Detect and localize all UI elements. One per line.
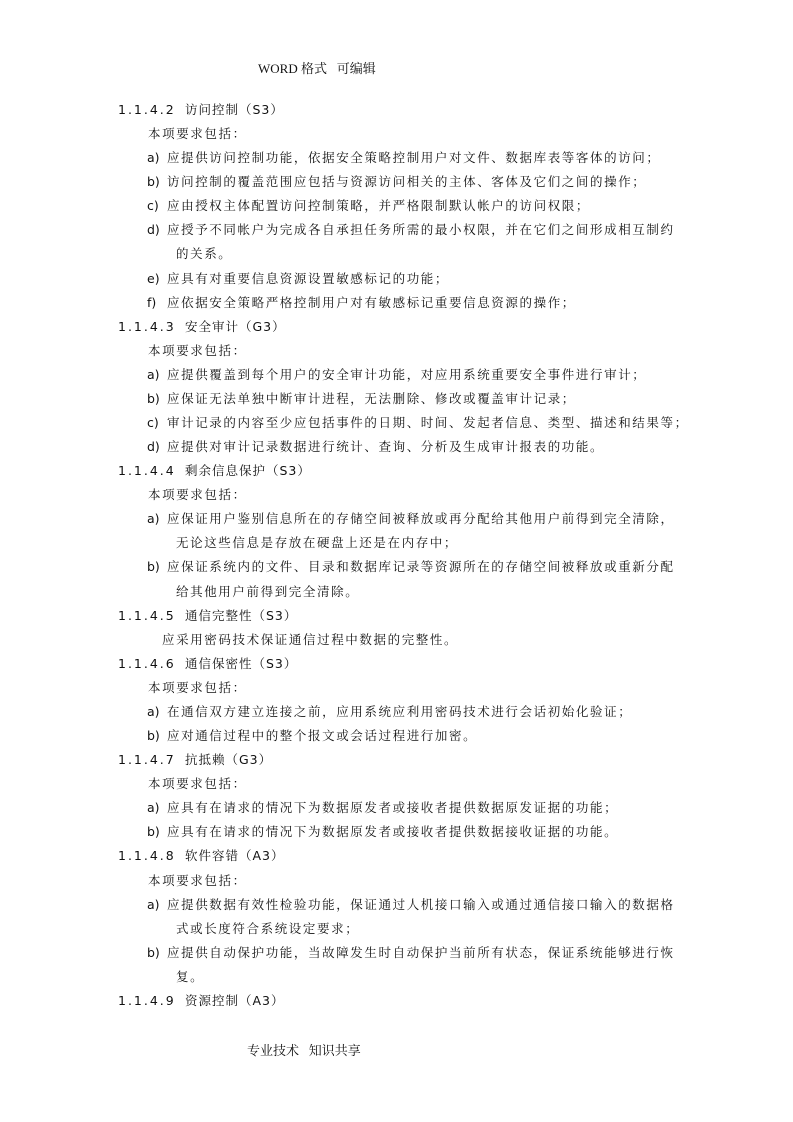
section-title: 抗抵赖（G3） — [185, 752, 273, 768]
list-item-text: 应提供对审计记录数据进行统计、查询、分析及生成审计报表的功能。 — [167, 439, 605, 455]
list-item-text: 访问控制的覆盖范围应包括与资源访问相关的主体、客体及它们之间的操作； — [167, 174, 647, 190]
section-intro: 本项要求包括： — [148, 487, 247, 503]
list-item-label: d) — [147, 222, 160, 238]
section — [0, 315, 793, 459]
list-item-label: d) — [147, 439, 160, 455]
section-heading — [0, 652, 793, 676]
list-item-text: 应保证无法单独中断审计进程，无法删除、修改或覆盖审计记录； — [167, 390, 576, 406]
section-intro: 本项要求包括： — [148, 126, 247, 142]
list-item-continuation: 式或长度符合系统设定要求； — [176, 920, 360, 936]
section-title: 访问控制（S3） — [185, 102, 284, 117]
section-heading — [0, 315, 793, 339]
section-number: 1.1.4.4 — [118, 463, 176, 479]
section-heading — [0, 989, 793, 1013]
section-heading — [0, 604, 793, 628]
list-item-label: b) — [147, 944, 160, 960]
list-item-text: 应由授权主体配置访问控制策略，并严格限制默认帐户的访问权限； — [167, 198, 591, 214]
list-item-text: 应提供自动保护功能，当故障发生时自动保护当前所有状态，保证系统能够进行恢 — [167, 944, 675, 960]
list-item-label: b) — [147, 559, 160, 575]
section-intro: 本项要求包括： — [148, 872, 247, 888]
section-heading — [0, 844, 793, 868]
list-item — [0, 941, 793, 965]
section-intro: 本项要求包括： — [148, 342, 247, 358]
section — [0, 459, 793, 603]
list-item-label: f) — [147, 294, 157, 310]
section-number: 1.1.4.8 — [118, 848, 176, 864]
list-item-text: 审计记录的内容至少应包括事件的日期、时间、发起者信息、类型、描述和结果等； — [167, 415, 689, 431]
list-item-continuation: 给其他用户前得到完全清除。 — [176, 583, 360, 599]
list-item — [0, 700, 793, 724]
section-title: 通信保密性（S3） — [185, 655, 298, 671]
list-item-text: 应依据安全策略严格控制用户对有敏感标记重要信息资源的操作； — [167, 294, 576, 310]
list-item-label: e) — [147, 270, 160, 286]
list-item — [0, 555, 793, 579]
section — [0, 652, 793, 748]
list-item — [0, 291, 793, 315]
list-item-text: 应具有对重要信息资源设置敏感标记的功能； — [167, 270, 450, 286]
list-item-label: c) — [147, 198, 159, 214]
section-title: 安全审计（G3） — [185, 318, 286, 334]
section-title: 软件容错（A3） — [185, 848, 285, 864]
list-item-label: a) — [147, 366, 160, 382]
page-header: WORD 格式 可编辑 — [258, 61, 376, 76]
section — [0, 989, 793, 1013]
list-item-text: 应提供访问控制功能，依据安全策略控制用户对文件、数据库表等客体的访问； — [167, 150, 661, 166]
list-item-continuation: 的关系。 — [176, 246, 233, 262]
section-heading — [0, 748, 793, 772]
section-number: 1.1.4.6 — [118, 655, 176, 671]
list-item-text: 应具有在请求的情况下为数据原发者或接收者提供数据接收证据的功能。 — [167, 824, 619, 840]
page-footer: 专业技术 知识共享 — [247, 1043, 361, 1058]
list-item — [0, 170, 793, 194]
list-item-label: a) — [147, 800, 160, 816]
list-item — [0, 724, 793, 748]
list-item-text: 应提供覆盖到每个用户的安全审计功能，对应用系统重要安全事件进行审计； — [167, 366, 647, 382]
section-number: 1.1.4.9 — [118, 992, 176, 1008]
list-item-text: 在通信双方建立连接之前，应用系统应利用密码技术进行会话初始化验证； — [167, 703, 633, 719]
list-item-label: b) — [147, 824, 160, 840]
section — [0, 604, 793, 652]
list-item-text: 应提供数据有效性检验功能，保证通过人机接口输入或通过通信接口输入的数据格 — [167, 896, 675, 912]
list-item-label: b) — [147, 174, 160, 190]
section-text: 应采用密码技术保证通信过程中数据的完整性。 — [162, 631, 459, 647]
section-number: 1.1.4.2 — [118, 102, 176, 117]
section-intro: 本项要求包括： — [148, 679, 247, 695]
section-number: 1.1.4.5 — [118, 607, 176, 623]
list-item-continuation: 复。 — [176, 968, 205, 984]
list-item-label: a) — [147, 150, 160, 166]
list-item — [0, 435, 793, 459]
list-item-text: 应保证用户鉴别信息所在的存储空间被释放或再分配给其他用户前得到完全清除， — [167, 511, 675, 527]
list-item — [0, 507, 793, 531]
section — [0, 98, 793, 315]
list-item-text: 应保证系统内的文件、目录和数据库记录等资源所在的存储空间被释放或重新分配 — [167, 559, 675, 575]
list-item-label: b) — [147, 390, 160, 406]
list-item-text: 应授予不同帐户为完成各自承担任务所需的最小权限，并在它们之间形成相互制约 — [167, 222, 675, 238]
list-item — [0, 267, 793, 291]
list-item-label: b) — [147, 728, 160, 744]
list-item — [0, 820, 793, 844]
list-item-label: a) — [147, 511, 160, 527]
section-intro: 本项要求包括： — [148, 776, 247, 792]
list-item-label: c) — [147, 415, 159, 431]
list-item — [0, 411, 793, 435]
list-item-label: a) — [147, 896, 160, 912]
list-item — [0, 796, 793, 820]
list-item-continuation: 无论这些信息是存放在硬盘上还是在内存中； — [176, 535, 459, 551]
list-item-label: a) — [147, 703, 160, 719]
list-item — [0, 387, 793, 411]
list-item-text: 应对通信过程中的整个报文或会话过程进行加密。 — [167, 728, 478, 744]
list-item — [0, 194, 793, 218]
section-heading — [0, 98, 793, 122]
section-title: 通信完整性（S3） — [185, 607, 298, 623]
list-item-text: 应具有在请求的情况下为数据原发者或接收者提供数据原发证据的功能； — [167, 800, 619, 816]
section-heading — [0, 459, 793, 483]
list-item — [0, 218, 793, 242]
section-number: 1.1.4.3 — [118, 318, 176, 334]
section-title: 剩余信息保护（S3） — [185, 463, 311, 479]
list-item — [0, 893, 793, 917]
section — [0, 748, 793, 844]
section-number: 1.1.4.7 — [118, 752, 176, 768]
document-body — [0, 98, 793, 1013]
list-item — [0, 146, 793, 170]
list-item — [0, 363, 793, 387]
section-title: 资源控制（A3） — [185, 992, 285, 1008]
section — [0, 844, 793, 988]
